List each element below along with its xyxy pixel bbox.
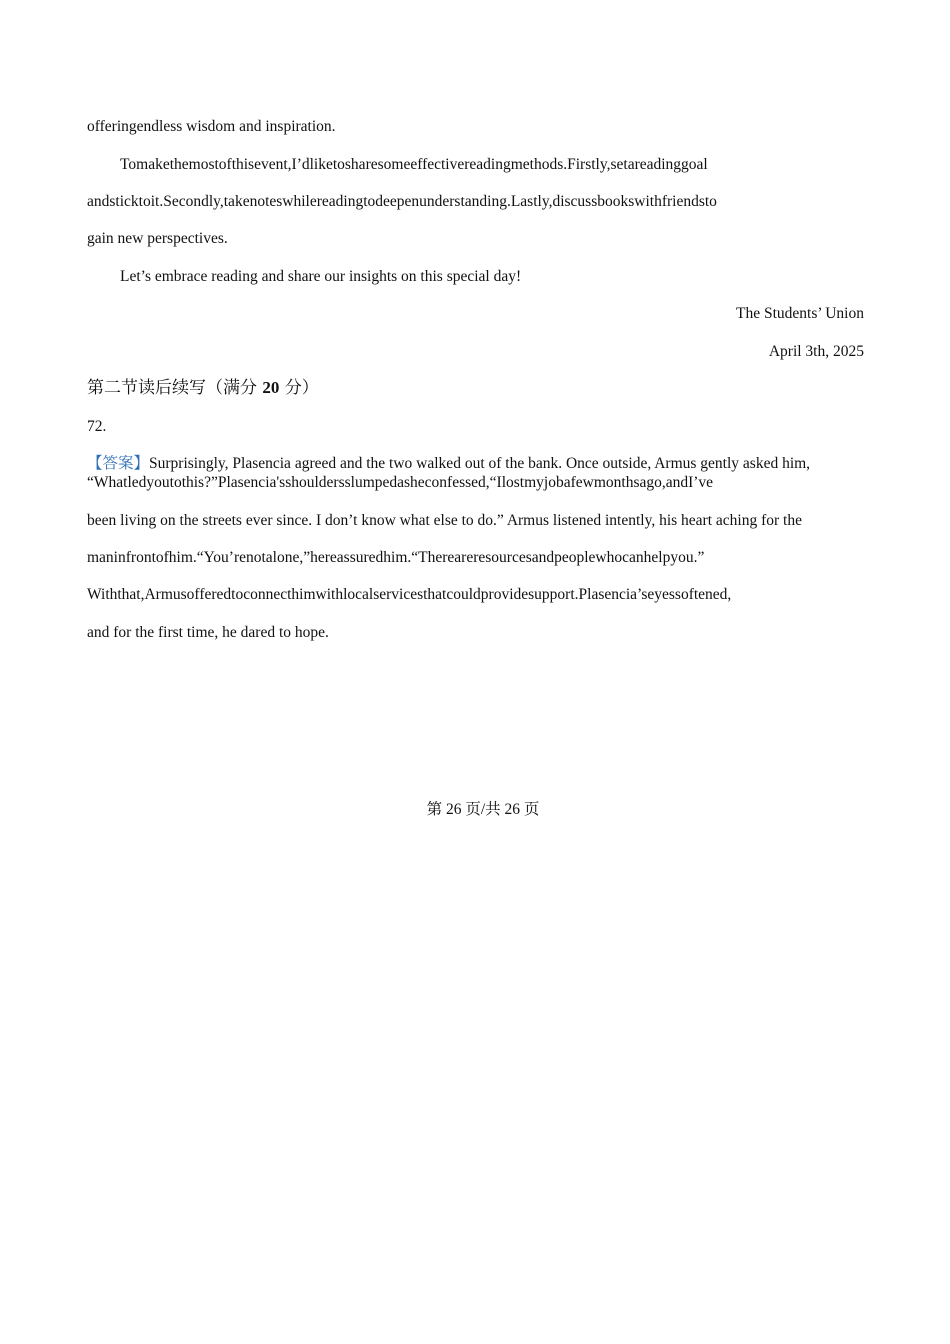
question-number: 72. [87,418,107,435]
essay-paragraph-line: gain new perspectives. [87,230,228,247]
answer-line: “Whatledyoutothis?”Plasencia'sshouldersslumpedasheconfessed,“Ilostmyjobafewmonthsago,andI’ve [87,474,714,491]
answer-line: Withthat,Armusofferedtoconnecthimwithlocalservicesthatcouldprovidesupport.Plasencia’seyessoftened, [87,586,732,603]
section-title-suffix: 分） [284,378,319,398]
essay-signature: The Students’ Union [735,305,864,322]
answer-line [87,454,810,474]
essay-paragraph-line: andsticktoit.Secondly,takenoteswhilereadingtodeepenunderstanding.Lastly,discussbookswithfriendsto [87,193,717,210]
answer-line: and for the first time, he dared to hope. [87,624,329,641]
answer-line: maninfrontofhim.“You’renotalone,”hereassuredhim.“Thereareresourcesandpeoplewhocanhelpyou.” [87,549,705,566]
essay-paragraph-line: Tomakethemostofthisevent,I’dliketosharesomeeffectivereadingmethods.Firstly,setareadinggoal [120,156,708,173]
answer-tag: 【答案】 [87,455,150,472]
section-heading [87,377,319,399]
answer-text: Surprisingly, Plasencia agreed and the two walked out of the bank. Once outside, Armus gently asked him, [149,455,811,472]
essay-line: offeringendless wisdom and inspiration. [87,118,336,135]
section-score: 20 [262,378,280,397]
page-footer: 第 26 页/共 26 页 [426,801,540,818]
answer-line: been living on the streets ever since. I don’t know what else to do.” Armus listened intently, his heart aching for the [87,512,802,529]
essay-date: April 3th, 2025 [768,343,864,360]
essay-closing-line: Let’s embrace reading and share our insights on this special day! [120,268,522,285]
section-title-prefix: 第二节读后续写（满分 [87,378,257,398]
